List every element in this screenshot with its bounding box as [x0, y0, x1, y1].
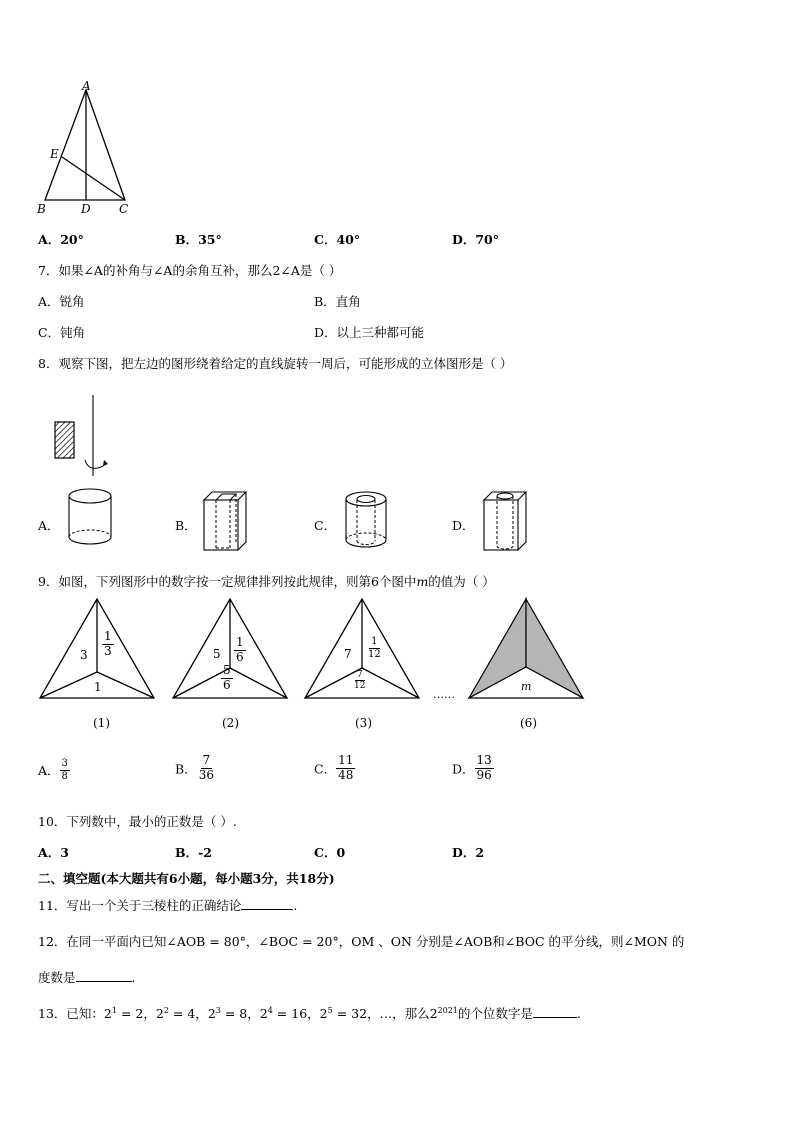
label-d: D	[81, 202, 91, 216]
fig1-top-fraction: $\frac{1}{3}$	[104, 629, 112, 658]
fig3-bottom-fraction: $\frac{7}{12}$	[354, 670, 366, 692]
fig3-top-fraction: $\frac{1}{12}$	[368, 636, 381, 660]
q9-option-d: D． $\frac{13}{96}$	[452, 753, 492, 782]
q13-answer-blank[interactable]	[533, 1017, 577, 1018]
q8-stem: 8．观察下图，把左边的图形绕着给定的直线旋转一周后，可能形成的立体图形是（ ）	[38, 356, 513, 371]
fig3-left-number: 7	[344, 647, 352, 661]
q12-line1: 12．在同一平面内已知∠AOB = 80°，∠BOC = 20°，OM 、ON 分别是∠AOB和∠BOC 的平分线，则∠MON 的	[38, 934, 685, 949]
label-e: E	[50, 147, 59, 161]
q12-answer-blank[interactable]	[76, 981, 132, 982]
q7-option-a: A．锐角	[38, 294, 85, 309]
q13-stem: 13．已知：$2^1 = 2$，$2^2 = 4$，$2^3 = 8$，$2^4 = 16$，$2^5 = 32$，…，那么$2^{2021}$的个位数字是 .	[38, 1005, 581, 1021]
q12-line2: 度数是 .	[38, 970, 136, 985]
fig2-bottom-fraction: $\frac{5}{6}$	[223, 663, 231, 692]
q8-option-c: C．	[314, 518, 337, 533]
q10-option-b: B．-2	[175, 845, 212, 860]
q9-stem: 9．如图，下列图形中的数字按一定规律排列按此规律，则第6个图中m的值为（ ）	[38, 574, 495, 589]
q7-stem: 7．如果∠A的补角与∠A的余角互补，那么2∠A是（ ）	[38, 263, 342, 278]
q6-option-b: B．35°	[175, 232, 222, 247]
q7-option-d: D．以上三种都可能	[314, 325, 425, 340]
fig6-m-variable: m	[521, 680, 532, 693]
q7-option-b: B．直角	[314, 294, 361, 309]
fig2-left-number: 5	[213, 647, 221, 661]
label-c: C	[119, 202, 129, 216]
label-a: A	[82, 79, 91, 93]
q11-stem: 11．写出一个关于三棱柱的正确结论 .	[38, 898, 298, 913]
q9-option-b: B． $\frac{7}{36}$	[175, 753, 214, 782]
q6-option-c: C．40°	[314, 232, 361, 247]
q8-option-d: D．	[452, 518, 475, 533]
fig1-caption: (1)	[93, 716, 110, 730]
q10-option-a: A．3	[38, 845, 69, 860]
q10-option-d: D．2	[452, 845, 485, 860]
q6-option-a: A．20°	[38, 232, 84, 247]
q10-stem: 10．下列数中，最小的正数是（ ）.	[38, 814, 237, 829]
fig1-bottom-number: 1	[94, 680, 102, 694]
sequence-dots: ……	[433, 688, 455, 701]
fig3-caption: (3)	[355, 716, 372, 730]
q9-option-a: A． $\frac{3}{8}$	[38, 758, 68, 782]
q10-option-c: C．0	[314, 845, 346, 860]
fig2-caption: (2)	[222, 716, 239, 730]
q9-option-c: C． $\frac{11}{48}$	[314, 753, 354, 782]
fig6-caption: (6)	[520, 716, 537, 730]
q6-option-d: D．70°	[452, 232, 499, 247]
fig2-top-fraction: $\frac{1}{6}$	[236, 635, 244, 664]
q11-answer-blank[interactable]	[241, 909, 293, 910]
label-b: B	[37, 202, 46, 216]
fig1-left-number: 3	[80, 648, 88, 662]
q8-option-a: A．	[38, 518, 60, 533]
q8-option-b: B．	[175, 518, 197, 533]
section-heading-fill-in: 二、填空题(本大题共有6小题，每小题3分，共18分)	[38, 871, 335, 886]
q7-option-c: C．钝角	[38, 325, 86, 340]
